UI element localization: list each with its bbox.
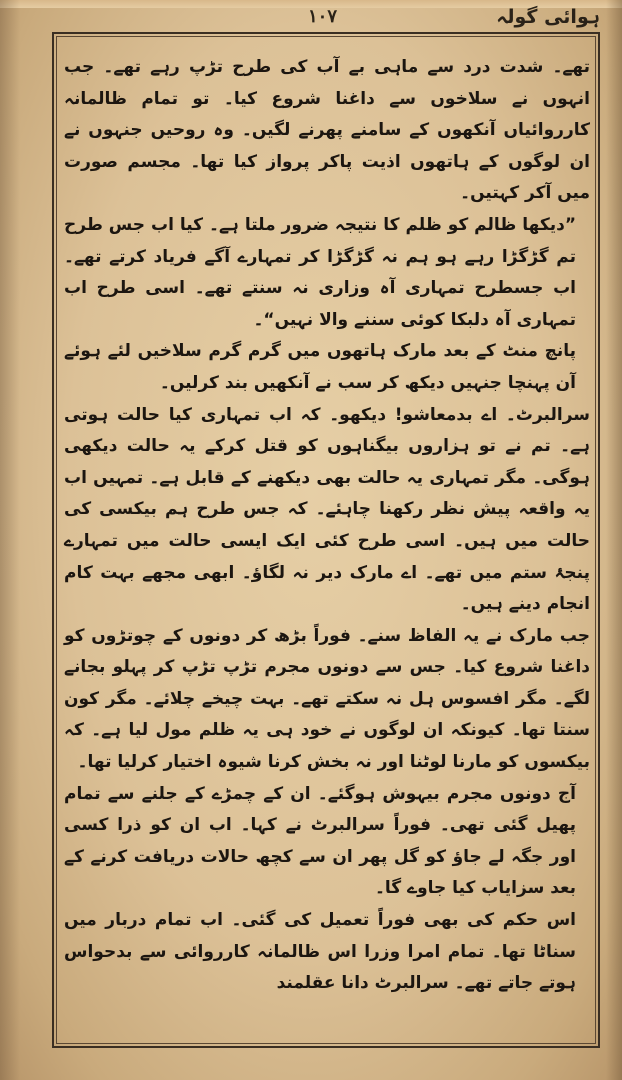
- paragraph: سرالبرٹ۔ اے بدمعاشو! دیکھو۔ کہ اب تمہاری کیا حالت ہوتی ہے۔ تم نے تو ہزاروں بیگناہوں کو قتل کرکے یہ حالت دیکھی ہوگی۔ مگر تمہاری یہ حالت بھی دیکھنے کے قابل ہے۔ تمہیں اب یہ واقعہ پیش نظر رکھنا چاہئے۔ کہ جس طرح ہم بیکسی کی حالت میں ہیں۔ اسی طرح کئی ایک ایسی حالت میں تمہارے پنجۂ ستم میں تھے۔ اے مارک دیر نہ لگاؤ۔ ابھی مجھے بہت کام انجام دینے ہیں۔: [64, 404, 590, 615]
- page-header: [0, 4, 622, 34]
- paragraph: تھے۔ شدت درد سے ماہی بے آب کی طرح تڑپ رہے تھے۔ جب انہوں نے سلاخوں سے داغنا شروع کیا۔ تو تمام ظالمانہ کارروائیاں آنکھوں کے سامنے پھرنے لگیں۔ وہ روحیں جنہوں نے ان لوگوں کے ہاتھوں اذیت پاکر پرواز کیا تھا۔ مجسم صورت میں آکر کہتیں۔: [64, 57, 590, 204]
- paragraph: جب مارک نے یہ الفاظ سنے۔ فوراً بڑھ کر دونوں کے چوتڑوں کو داغنا شروع کیا۔ جس سے دونوں مجرم تڑپ تڑپ کر پہلو بجانے لگے۔ مگر افسوس ہل نہ سکتے تھے۔ بہت چیخے چلائے۔ مگر کون سنتا تھا۔ کیونکہ ان لوگوں نے خود ہی یہ ظلم مول لیا ہے۔ کہ بیکسوں کو مارنا لوٹنا اور نہ بخش کرنا شیوہ اختیار کرلیا تھا۔: [64, 625, 590, 773]
- running-title: ہوائی گولہ: [496, 6, 600, 28]
- paragraph: آج دونوں مجرم بیہوش ہوگئے۔ ان کے چمڑے کے جلنے سے تمام پھیل گئی تھی۔ فوراً سرالبرٹ نے کہا۔ اب ان کو ذرا کسی اور جگہ لے جاؤ کو گل پھر ان سے کچھ حالات دریافت کرنے کے بعد سزایاب کیا جاوے گا۔: [64, 783, 576, 899]
- right-edge-shadow: [606, 0, 622, 1080]
- paragraph: ”دیکھا ظالم کو ظلم کا نتیجہ ضرور ملتا ہے۔ کیا اب جس طرح تم گڑگڑا رہے ہو ہم نہ گڑگڑا کر تمہارے آگے فریاد کرتے تھے۔ اب جسطرح تمہاری آہ وزاری نہ سنتے تھے۔ اسی طرح اب تمہاری آہ دلبکا کوئی سننے والا نہیں“۔: [64, 214, 576, 330]
- left-edge-shadow: [0, 0, 20, 1080]
- paragraph: پانچ منٹ کے بعد مارک ہاتھوں میں گرم گرم سلاخیں لئے ہوئے آن پہنچا جنہیں دیکھ کر سب نے آنکھیں بند کرلیں۔: [64, 341, 576, 393]
- page-number: ۱۰۷: [308, 6, 338, 27]
- body-text: [64, 52, 590, 1032]
- paragraph: اس حکم کی بھی فوراً تعمیل کی گئی۔ اب تمام دربار میں سناٹا تھا۔ تمام امرا وزرا اس ظالمانہ کارروائی سے بدحواس ہوتے جاتے تھے۔ سرالبرٹ دانا عقلمند: [64, 910, 576, 994]
